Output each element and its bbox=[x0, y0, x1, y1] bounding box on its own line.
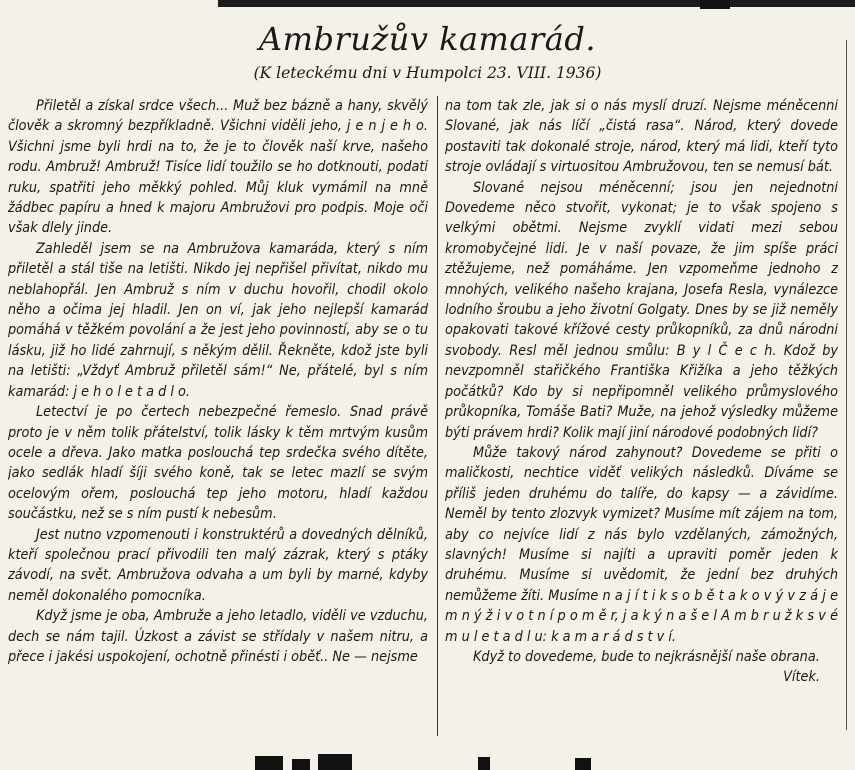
paragraph: Přiletěl a získal srdce všech... Muž bez bázně a hany, skvělý člověk a skromný bezpříkladně. Všichni viděli jeho, j e n j e h o. Všichni jsme byli hrdi na to, že je to člověk naší krve, našeho rodu. Ambruž! Ambruž! Tisíce lidí toužilo se ho dotknouti, podati ruku, spatřiti jeho měkký pohled. Můj kluk vymámil na mně žádbec papíru a hned k majoru Ambružovi pro podpis. Moje oči však dlely jinde. bbox=[8, 98, 428, 237]
right-edge-rule bbox=[846, 40, 847, 730]
paragraph: Může takový národ zahynout? Dovedeme se přiti o maličkosti, nechtice viděť velikých následků. Díváme se příliš jeden druhému do talíře, do kapsy — a závidíme. Neměl by tento zlozvyk vymizet? Musíme mít zájem na tom, aby co nejvíce lidí z nás bylo vzdělaných, zámožných, slavných! Musíme si najíti a upraviti poměr jeden k druhému. Musíme si uvědomit, že jední bez druhých nemůžeme žíti. Musíme n a j í t i k s o b ě t a k o v ý v z á j e m n ý ž i v o t n í p o m ě r, j a k ý n a š e l A m b r u ž k s v é m u l e t a d l u: k a m a r á d s t v í. bbox=[445, 444, 838, 645]
article-title: Ambružův kamarád. bbox=[259, 20, 596, 58]
paragraph: Když to dovedeme, bude to nejkrásnější naše obrana. bbox=[473, 648, 820, 665]
author-signature: Vítek. bbox=[783, 669, 820, 686]
paragraph: Když jsme je oba, Ambruže a jeho letadlo, viděli ve vzduchu, dech se nám tajil. Úzkost a závist se střídaly v našem nitru, a přece i jakési uspokojení, ochotně přinésti i oběť.. Ne — nejsme bbox=[8, 608, 428, 665]
paragraph: Letectví je po čertech nebezpečné řemeslo. Snad právě proto je v něm tolik přátelství, tolik lásky k těm mrtvým kusům ocele a dřeva. Jako matka poslouchá tep srdečka svého dítěte, jako sedlák hladí šíji svého koně, tak se letec mazlí se svým ocelovým ořem, poslouchá tep jeho motoru, hladí každou součástku, než se s ním pustí k nebesům. bbox=[8, 404, 428, 523]
article-subtitle: (K leteckému dni v Humpolci 23. VIII. 1936) bbox=[253, 64, 602, 82]
paragraph: Zahleděl jsem se na Ambružova kamaráda, který s ním přiletěl a stál tiše na letišti. Nikdo jej nepřišel přivítat, nikdo mu neblahopřál. Jen Ambruž s ním v duchu hovořil, chodil okolo něho a očima jej hladil. Jen on ví, jak jeho nejlepší kamarád pomáhá v těžkém povolání a že jest jeho povinností, aby se o tu lásku, již ho lidé zahrnují, s někým dělil. Řekněte, kdož jste byli na letišti: „Vždyť Ambruž přiletěl sám!“ Ne, přátelé, byl s ním kamarád: j e h o l e t a d l o. bbox=[8, 240, 428, 400]
bottom-cut-off-headline bbox=[0, 750, 855, 770]
paragraph: Jest nutno vzpomenouti i konstruktérů a dovedných dělníků, kteří společnou prací přivodili ten malý zázrak, který s ptáky závodí, na svět. Ambružova odvaha a um byli by marné, kdyby neměl dokonalého pomocníka. bbox=[8, 526, 428, 604]
top-ink-mark bbox=[700, 0, 730, 9]
paragraph: Slované nejsou méněcenní; jsou jen nejednotní Dovedeme něco stvořit, vykonat; je to však spojeno s velkými obětmi. Nejsme zvyklí vidati mezi sebou kromobyčejné lidi. Je v naší povaze, že jim spíše práci ztěžujeme, než pomáháme. Jen vzpomeňme jednoho z mnohých, velikého našeho krajana, Josefa Resla, vynálezce lodního šroubu a jeho životní Golgaty. Dnes by se již neměly opakovati takové křížové cesty průkopníků, za dnů národní svobody. Resl měl jednou smůlu: B y l Č e c h. Kdož by nevzpomněl stařičkého Františka Křižíka a jeho těžkých počátků? Kdo by si nepřipomněl velikého průmyslového průkopníka, Tomáše Bati? Muže, na jehož výsledky můžeme býti právem hrdi? Kolik mají jiní národové podobných lidí? bbox=[445, 179, 838, 441]
right-column bbox=[445, 96, 838, 736]
column-divider bbox=[437, 96, 438, 736]
paragraph: na tom tak zle, jak si o nás myslí druzí. Nejsme méněcenní Slované, jak nás líčí „čistá rasa“. Národ, který dovede postaviti tak dokonalé stroje, národ, který má lidi, kteří tyto stroje ovládají s virtuositou Ambružovou, ten se nemusí bát. bbox=[445, 98, 838, 176]
left-column bbox=[8, 96, 428, 736]
top-border-rule bbox=[218, 0, 855, 7]
